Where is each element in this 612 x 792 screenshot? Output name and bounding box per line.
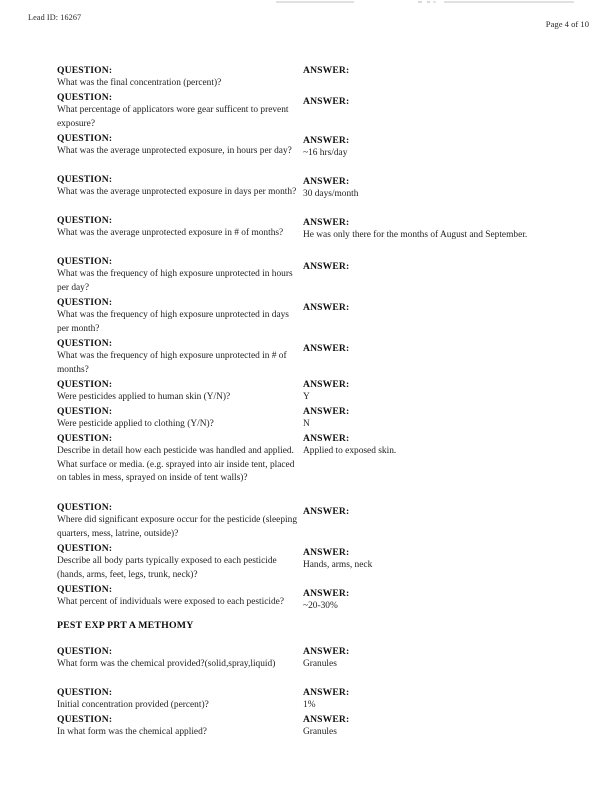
question-label: QUESTION: (57, 502, 113, 513)
question-label: QUESTION: (57, 297, 113, 308)
answer-label: ANSWER: (303, 65, 350, 76)
answer-block (303, 260, 533, 273)
answer-text: Applied to exposed skin. (303, 446, 397, 457)
answer-text: Hands, arms, neck (303, 560, 373, 571)
answer-label: ANSWER: (303, 646, 350, 657)
answer-text: 30 days/month (303, 189, 359, 200)
answer-block (303, 216, 533, 243)
question-label: QUESTION: (57, 92, 113, 103)
question-text: Were pesticide applied to clothing (Y/N)? (57, 419, 214, 430)
question-block (57, 214, 297, 241)
answer-block (303, 134, 533, 161)
answer-block (303, 175, 533, 202)
question-label: QUESTION: (57, 406, 113, 417)
answer-label: ANSWER: (303, 588, 350, 599)
page-number-label: Page 4 of 10 (545, 19, 589, 29)
question-label: QUESTION: (57, 646, 113, 657)
question-label: QUESTION: (57, 714, 113, 725)
answer-block (303, 505, 533, 518)
answer-block (303, 713, 533, 740)
question-text: What was the frequency of high exposure unprotected in # of months? (57, 351, 287, 375)
question-block (57, 337, 297, 377)
document-header (0, 0, 612, 50)
question-block (57, 542, 297, 582)
question-label: QUESTION: (57, 687, 113, 698)
answer-text: Y (303, 392, 310, 403)
answer-block (303, 546, 533, 573)
question-text: What percentage of applicators wore gear sufficent to prevent exposure? (57, 105, 289, 129)
question-text: What was the final concentration (percent)? (57, 78, 222, 89)
answer-block (303, 95, 533, 108)
answer-block (303, 378, 533, 405)
answer-text: Granules (303, 659, 337, 670)
answer-label: ANSWER: (303, 176, 350, 187)
answer-label: ANSWER: (303, 433, 350, 444)
question-text: What was the frequency of high exposure unprotected in days per month? (57, 310, 289, 334)
answer-block (303, 405, 533, 432)
answer-text: ~20-30% (303, 601, 338, 612)
question-text: Where did significant exposure occur for the pesticide (sleeping quarters, mess, latrine, outside)? (57, 515, 298, 539)
answer-block (303, 301, 533, 314)
answer-label: ANSWER: (303, 687, 350, 698)
question-block (57, 378, 297, 405)
question-text: Were pesticides applied to human skin (Y/N)? (57, 392, 231, 403)
question-block (57, 91, 297, 131)
answer-block (303, 64, 533, 77)
answer-label: ANSWER: (303, 217, 350, 228)
answer-label: ANSWER: (303, 714, 350, 725)
question-label: QUESTION: (57, 133, 113, 144)
answer-block (303, 686, 533, 713)
answer-text: He was only there for the months of August and September. (303, 230, 528, 241)
answer-label: ANSWER: (303, 343, 350, 354)
question-label: QUESTION: (57, 215, 113, 226)
answer-text: ~16 hrs/day (303, 148, 348, 159)
question-label: QUESTION: (57, 174, 113, 185)
question-text: What percent of individuals were exposed to each pesticide? (57, 597, 284, 608)
question-block (57, 132, 297, 159)
answer-text: Granules (303, 727, 337, 738)
question-text: What was the average unprotected exposure, in hours per day? (57, 146, 292, 157)
answer-block (303, 342, 533, 355)
question-block (57, 173, 297, 200)
question-block (57, 713, 297, 740)
answer-label: ANSWER: (303, 96, 350, 107)
question-text: In what form was the chemical applied? (57, 727, 207, 738)
answer-label: ANSWER: (303, 379, 350, 390)
answer-block (303, 587, 533, 614)
question-text: What was the frequency of high exposure unprotected in hours per day? (57, 269, 293, 293)
question-label: QUESTION: (57, 543, 113, 554)
question-label: QUESTION: (57, 433, 113, 444)
question-block (57, 64, 297, 91)
question-text: What form was the chemical provided?(solid,spray,liquid) (57, 659, 276, 670)
answer-label: ANSWER: (303, 135, 350, 146)
question-block (57, 296, 297, 336)
answer-label: ANSWER: (303, 302, 350, 313)
question-label: QUESTION: (57, 584, 113, 595)
answer-label: ANSWER: (303, 547, 350, 558)
answer-label: ANSWER: (303, 506, 350, 517)
question-text: Describe in detail how each pesticide was handled and applied. What surface or media. (e.g. sprayed into air inside tent, placed on tables in mess, sprayed on inside of tent walls)? (57, 446, 295, 484)
question-block (57, 645, 297, 672)
section-heading: PEST EXP PRT A METHOMY (57, 620, 194, 631)
question-block (57, 501, 297, 541)
question-text: Initial concentration provided (percent)? (57, 700, 209, 711)
answer-label: ANSWER: (303, 261, 350, 272)
answer-text: 1% (303, 700, 316, 711)
question-block (57, 432, 297, 486)
question-label: QUESTION: (57, 379, 113, 390)
answer-block (303, 432, 533, 459)
question-block (57, 255, 297, 295)
question-label: QUESTION: (57, 256, 113, 267)
lead-id-label: Lead ID: 16267 (28, 13, 82, 22)
answer-text: N (303, 419, 310, 430)
answer-label: ANSWER: (303, 406, 350, 417)
question-block (57, 686, 297, 713)
question-label: QUESTION: (57, 338, 113, 349)
question-text: Describe all body parts typically exposed to each pesticide (hands, arms, feet, legs, trunk, neck)? (57, 556, 277, 580)
question-label: QUESTION: (57, 65, 113, 76)
question-block (57, 405, 297, 432)
question-text: What was the average unprotected exposure in # of months? (57, 228, 284, 239)
question-text: What was the average unprotected exposure in days per month? (57, 187, 297, 198)
answer-block (303, 645, 533, 672)
question-block (57, 583, 297, 610)
